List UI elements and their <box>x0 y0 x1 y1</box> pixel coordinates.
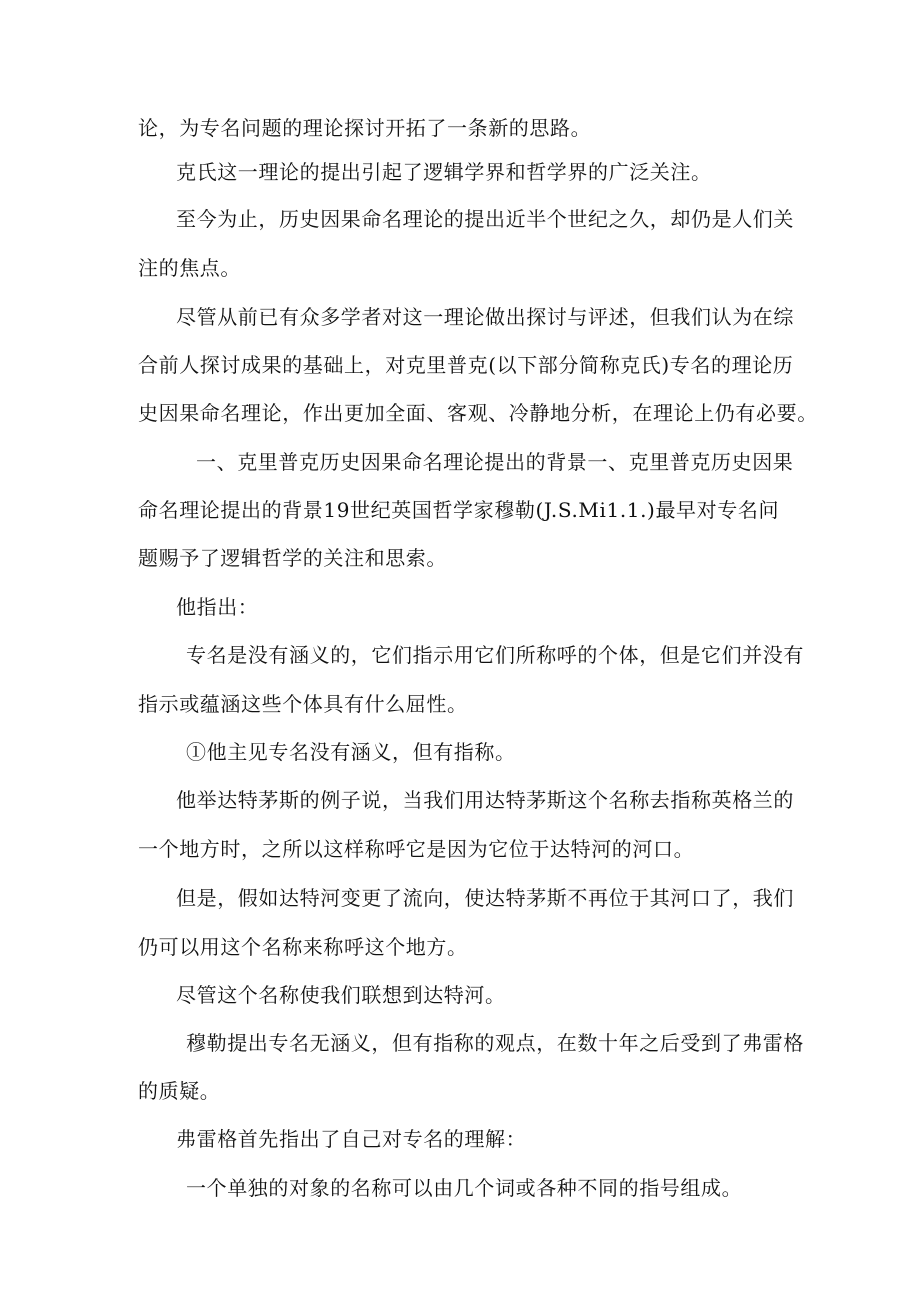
text-line: 尽管这个名称使我们联想到达特河。 <box>176 983 506 1007</box>
text-line: 一、克里普克历史因果命名理论提出的背景一、克里普克历史因果 <box>196 450 794 474</box>
text-line: 命名理论提出的背景19世纪英国哲学家穆勒(J.S.Mi1.1.)最早对专名问 <box>138 498 780 522</box>
text-line: 但是，假如达特河变更了流向，使达特茅斯不再位于其河口了，我们 <box>176 886 794 910</box>
text-line: 克氏这一理论的提出引起了逻辑学界和哲学界的广泛关注。 <box>176 160 712 184</box>
text-line: ①他主见专名没有涵义，但有指称。 <box>186 740 516 764</box>
text-line: 他指出： <box>176 595 259 619</box>
text-line: 一个单独的对象的名称可以由几个词或各种不同的指号组成。 <box>186 1176 743 1200</box>
text-line: 专名是没有涵义的，它们指示用它们所称呼的个体，但是它们并没有 <box>186 643 804 667</box>
text-line: 仍可以用这个名称来称呼这个地方。 <box>138 935 468 959</box>
text-line: 的质疑。 <box>138 1079 221 1103</box>
text-line: 尽管从前已有众多学者对这一理论做出探讨与评述，但我们认为在综 <box>176 305 794 329</box>
text-line: 史因果命名理论，作出更加全面、客观、冷静地分析，在理论上仍有必要。 <box>138 401 818 425</box>
text-line: 论，为专名问题的理论探讨开拓了一条新的思路。 <box>138 116 592 140</box>
text-line: 一个地方时，之所以这样称呼它是因为它位于达特河的河口。 <box>138 837 695 861</box>
text-line: 弗雷格首先指出了自己对专名的理解： <box>176 1127 527 1151</box>
text-line: 注的焦点。 <box>138 256 241 280</box>
text-line: 他举达特茅斯的例子说，当我们用达特茅斯这个名称去指称英格兰的 <box>176 788 794 812</box>
text-line: 题赐予了逻辑哲学的关注和思索。 <box>138 546 447 570</box>
text-line: 合前人探讨成果的基础上，对克里普克(以下部分简称克氏)专名的理论历 <box>138 353 794 377</box>
text-line: 至今为止，历史因果命名理论的提出近半个世纪之久，却仍是人们关 <box>176 207 794 231</box>
text-line: 指示或蕴涵这些个体具有什么屈性。 <box>138 692 468 716</box>
text-line: 穆勒提出专名无涵义，但有指称的观点，在数十年之后受到了弗雷格 <box>186 1031 804 1055</box>
